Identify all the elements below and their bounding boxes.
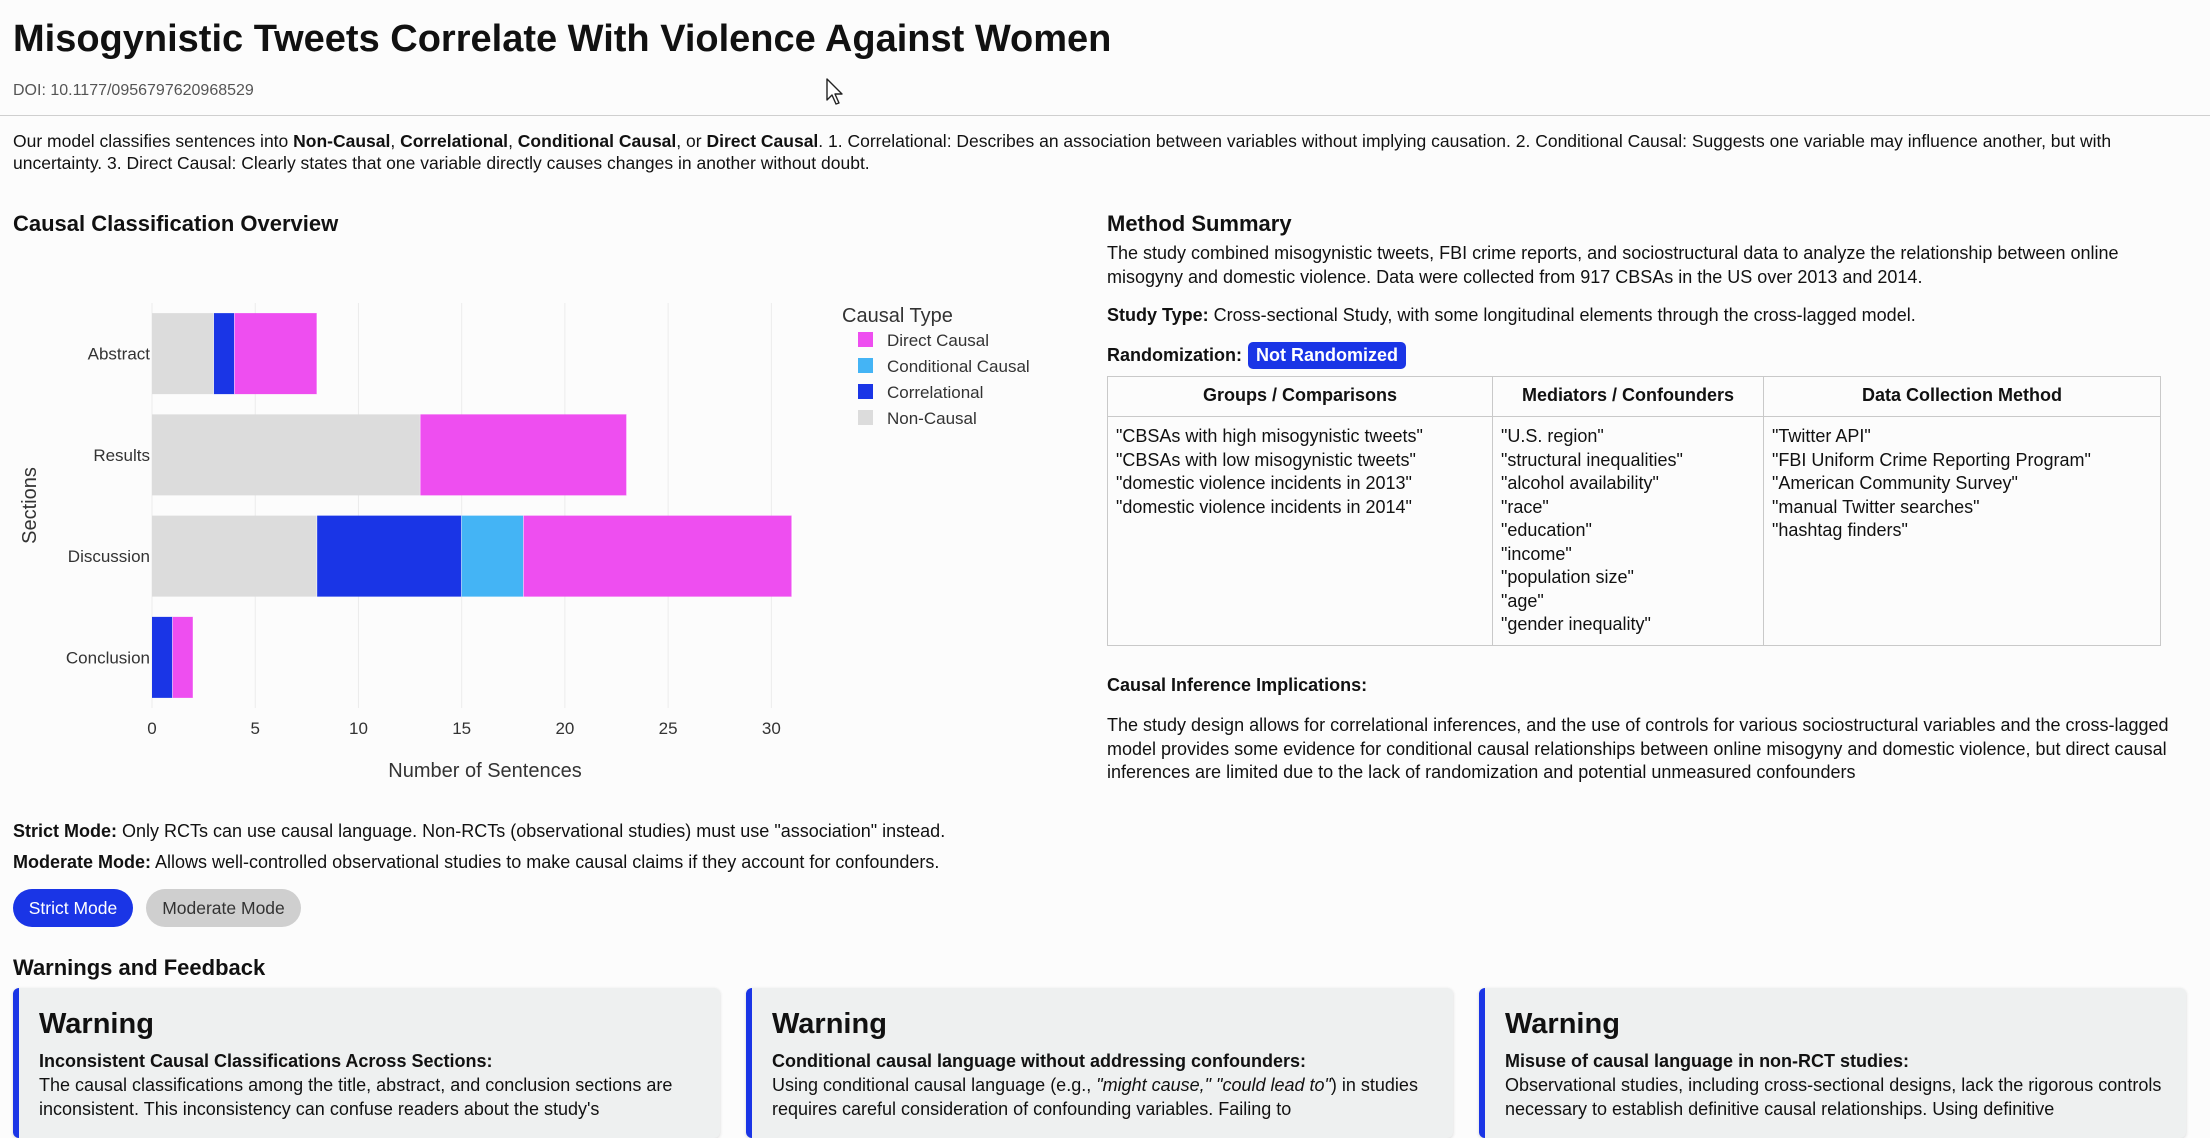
x-tick-label: 30 bbox=[761, 719, 781, 738]
warning-heading: Warning bbox=[772, 1008, 887, 1040]
mouse-cursor-icon bbox=[826, 78, 846, 106]
x-axis-title: Number of Sentences bbox=[388, 760, 582, 782]
warning-text: The causal classifications among the title, abstract, and conclusion sections are inconsistent. This inconsistency can confuse readers about the study's bbox=[39, 1075, 673, 1119]
x-tick-label: 0 bbox=[147, 719, 157, 738]
group-item: "CBSAs with low misogynistic tweets" bbox=[1116, 449, 1416, 470]
method-item: "FBI Uniform Crime Reporting Program" bbox=[1772, 449, 2091, 470]
bar-segment bbox=[152, 516, 317, 597]
x-tick-label: 20 bbox=[555, 719, 575, 738]
moderate-mode-description bbox=[13, 852, 939, 873]
doi-text: DOI: 10.1177/0956797620968529 bbox=[13, 82, 254, 99]
mediator-item: "education" bbox=[1501, 520, 1592, 540]
bar-segment bbox=[524, 516, 792, 597]
intro-sep: , bbox=[390, 131, 401, 151]
warning-heading: Warning bbox=[1505, 1008, 1620, 1040]
strict-mode-description bbox=[13, 821, 945, 842]
mediator-item: "alcohol availability" bbox=[1501, 473, 1659, 493]
bar-segment bbox=[152, 617, 173, 698]
y-axis-title: Sections bbox=[19, 467, 41, 544]
legend-swatch bbox=[858, 358, 873, 373]
method-item: "Twitter API" bbox=[1772, 426, 1871, 446]
legend-swatch bbox=[858, 410, 873, 425]
intro-direct: Direct Causal bbox=[706, 131, 819, 151]
strict-mode-button[interactable]: Strict Mode bbox=[13, 889, 133, 927]
randomization-label: Randomization: bbox=[1107, 345, 1242, 365]
warning-title: Conditional causal language without addressing confounders: bbox=[772, 1051, 1307, 1071]
strict-mode-text: Only RCTs can use causal language. Non-RCTs (observational studies) must use "association" instead. bbox=[117, 821, 946, 841]
bar-segment bbox=[317, 516, 462, 597]
mediator-item: "population size" bbox=[1501, 567, 1634, 587]
intro-correlational: Correlational bbox=[400, 131, 509, 151]
intro-conditional: Conditional Causal bbox=[517, 131, 677, 151]
intro-sep: , or bbox=[676, 131, 707, 151]
page-title: Misogynistic Tweets Correlate With Violence Against Women bbox=[13, 18, 1112, 60]
group-item: "domestic violence incidents in 2013" bbox=[1116, 473, 1412, 493]
legend-swatch bbox=[858, 384, 873, 399]
mediator-item: "gender inequality" bbox=[1501, 614, 1651, 634]
y-tick-label: Results bbox=[93, 445, 150, 465]
warning-text-prefix: Using conditional causal language (e.g., bbox=[772, 1075, 1097, 1095]
intro-noncausal: Non-Causal bbox=[293, 131, 391, 151]
mediator-item: "structural inequalities" bbox=[1501, 449, 1683, 470]
study-type-value: Cross-sectional Study, with some longitudinal elements through the cross-lagged model. bbox=[1208, 305, 1916, 325]
mediators-cell bbox=[1493, 417, 1764, 646]
legend-label: Conditional Causal bbox=[887, 357, 1030, 376]
study-type bbox=[1107, 305, 1916, 326]
y-tick-label: Conclusion bbox=[65, 648, 150, 668]
warning-text-suffix: ) in studies requires careful consideration of confounding variables. Failing to bbox=[772, 1075, 1418, 1119]
bar-segment bbox=[214, 313, 235, 394]
bar-segment bbox=[152, 313, 214, 394]
x-tick-label: 25 bbox=[658, 719, 678, 738]
causal-classification-chart bbox=[13, 255, 1083, 795]
overview-title: Causal Classification Overview bbox=[13, 211, 339, 236]
intro-rest: . 1. Correlational: Describes an association between variables without implying causation. 2. Conditional Causal: Suggests one variable may influence another, but with uncertainty. 3. Direct Causal: Clearly states that one variable directly causes changes in another without doubt. bbox=[13, 131, 2112, 173]
group-item: "domestic violence incidents in 2014" bbox=[1116, 496, 1412, 517]
bar-segment bbox=[235, 313, 318, 394]
mediator-item: "age" bbox=[1501, 590, 1544, 611]
y-tick-label: Abstract bbox=[87, 344, 150, 364]
warning-heading: Warning bbox=[39, 1008, 154, 1040]
x-tick-label: 10 bbox=[348, 719, 368, 738]
warning-card bbox=[13, 988, 720, 1138]
randomization-badge: Not Randomized bbox=[1248, 342, 1406, 369]
table-header: Groups / Comparisons bbox=[1108, 377, 1493, 417]
legend-label: Correlational bbox=[887, 383, 984, 402]
intro-sep: , bbox=[508, 131, 518, 151]
bar-segment bbox=[152, 414, 420, 495]
groups-cell bbox=[1108, 417, 1493, 646]
warning-text-italic: "might cause," "could lead to" bbox=[1096, 1075, 1331, 1095]
strict-mode-label: Strict Mode: bbox=[13, 821, 118, 841]
method-summary-title: Method Summary bbox=[1107, 211, 1292, 236]
implications-title: Causal Inference Implications: bbox=[1107, 675, 1368, 695]
warnings-title: Warnings and Feedback bbox=[13, 955, 266, 980]
intro-prefix: Our model classifies sentences into bbox=[13, 131, 294, 151]
bar-segment bbox=[173, 617, 194, 698]
implications-text: The study design allows for correlational inferences, and the use of controls for various sociostructural variables and the cross-lagged model provides some evidence for conditional causal relationships between online misogyny and domestic violence, but direct causal inferences are limited due to the lack of randomization and potential unmeasured confounders bbox=[1107, 715, 2169, 782]
method-item: "American Community Survey" bbox=[1772, 473, 2018, 493]
method-item: "hashtag finders" bbox=[1772, 520, 1908, 540]
mediator-item: "race" bbox=[1501, 496, 1549, 517]
table-header: Mediators / Confounders bbox=[1493, 377, 1764, 417]
warning-card bbox=[746, 988, 1453, 1138]
method-item: "manual Twitter searches" bbox=[1772, 496, 1980, 517]
warning-text bbox=[772, 1074, 1433, 1121]
bar-segment bbox=[420, 414, 626, 495]
legend-label: Direct Causal bbox=[887, 331, 990, 350]
legend-label: Non-Causal bbox=[887, 409, 977, 428]
moderate-mode-button[interactable]: Moderate Mode bbox=[146, 889, 301, 927]
methods-cell bbox=[1764, 417, 2161, 646]
table-header: Data Collection Method bbox=[1764, 377, 2161, 417]
intro-paragraph bbox=[13, 130, 2183, 174]
mediator-item: "U.S. region" bbox=[1501, 426, 1604, 446]
bar-segment bbox=[462, 516, 524, 597]
group-item: "CBSAs with high misogynistic tweets" bbox=[1116, 426, 1423, 446]
randomization bbox=[1107, 342, 1406, 369]
study-type-label: Study Type: bbox=[1107, 305, 1209, 325]
y-tick-label: Discussion bbox=[67, 547, 150, 567]
divider bbox=[0, 115, 2210, 116]
legend-title: Causal Type bbox=[842, 305, 953, 327]
moderate-mode-label: Moderate Mode: bbox=[13, 852, 152, 872]
warning-text: Observational studies, including cross-sectional designs, lack the rigorous controls necessary to establish definitive causal relationships. Using definitive bbox=[1505, 1075, 2162, 1119]
legend-swatch bbox=[858, 332, 873, 347]
method-table bbox=[1107, 376, 2161, 646]
mediator-item: "income" bbox=[1501, 543, 1572, 564]
moderate-mode-text: Allows well-controlled observational studies to make causal claims if they account for confounders. bbox=[151, 852, 940, 872]
warning-card bbox=[1479, 988, 2186, 1138]
warning-title: Misuse of causal language in non-RCT studies: bbox=[1505, 1051, 1910, 1071]
warning-title: Inconsistent Causal Classifications Across Sections: bbox=[39, 1051, 493, 1071]
x-tick-label: 15 bbox=[452, 719, 472, 738]
x-tick-label: 5 bbox=[250, 719, 260, 738]
method-description: The study combined misogynistic tweets, FBI crime reports, and sociostructural data to analyze the relationship between online misogyny and domestic violence. Data were collected from 917 CBSAs in the US over 2013 and 2014. bbox=[1107, 243, 2119, 287]
